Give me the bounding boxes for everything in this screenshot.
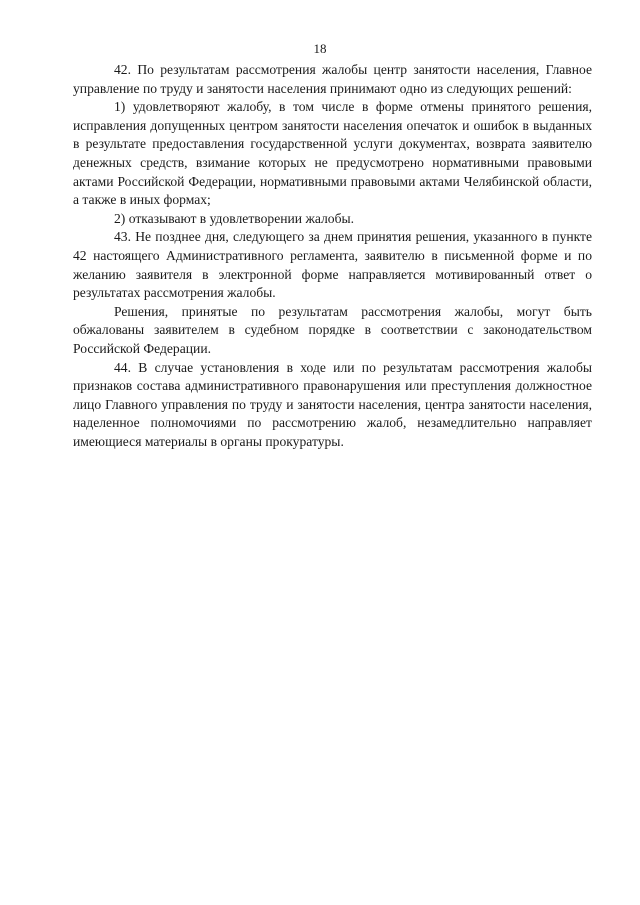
paragraph-43: 43. Не позднее дня, следующего за днем принятия решения, указанного в пункте 42 настоящего Административного регламента, заявителю в письменной форме и по желанию заявителя в электронной форме направляется мотивированный ответ о результатах рассмотрения жалобы. (73, 229, 592, 301)
paragraph-42-item-1: 1) удовлетворяют жалобу, в том числе в форме отмены принятого решения, исправления допущенных центром занятости населения опечаток и ошибок в выданных в результате предоставления государственной услуги документах, возврата заявителю денежных средств, взимание которых не предусмотрено нормативными правовыми актами Российской Федерации, нормативными правовыми актами Челябинской области, а также в иных формах; (73, 99, 592, 208)
paragraph-44: 44. В случае установления в ходе или по результатам рассмотрения жалобы признаков состава административного правонарушения или преступления должностное лицо Главного управления по труду и занятости населения, центра занятости населения, наделенное полномочиями по рассмотрению жалоб, незамедлительно направляет имеющиеся материалы в органы прокуратуры. (73, 359, 592, 449)
document-body (73, 61, 592, 451)
paragraph-43-appeal: Решения, принятые по результатам рассмотрения жалобы, могут быть обжалованы заявителем в судебном порядке в соответствии с законодательством Российской Федерации. (73, 303, 592, 356)
page-number: 18 (313, 41, 327, 56)
paragraph-42-item-2: 2) отказывают в удовлетворении жалобы. (114, 210, 355, 226)
paragraph-42: 42. По результатам рассмотрения жалобы центр занятости населения, Главное управление по труду и занятости населения принимают одно из следующих решений: (73, 62, 592, 96)
